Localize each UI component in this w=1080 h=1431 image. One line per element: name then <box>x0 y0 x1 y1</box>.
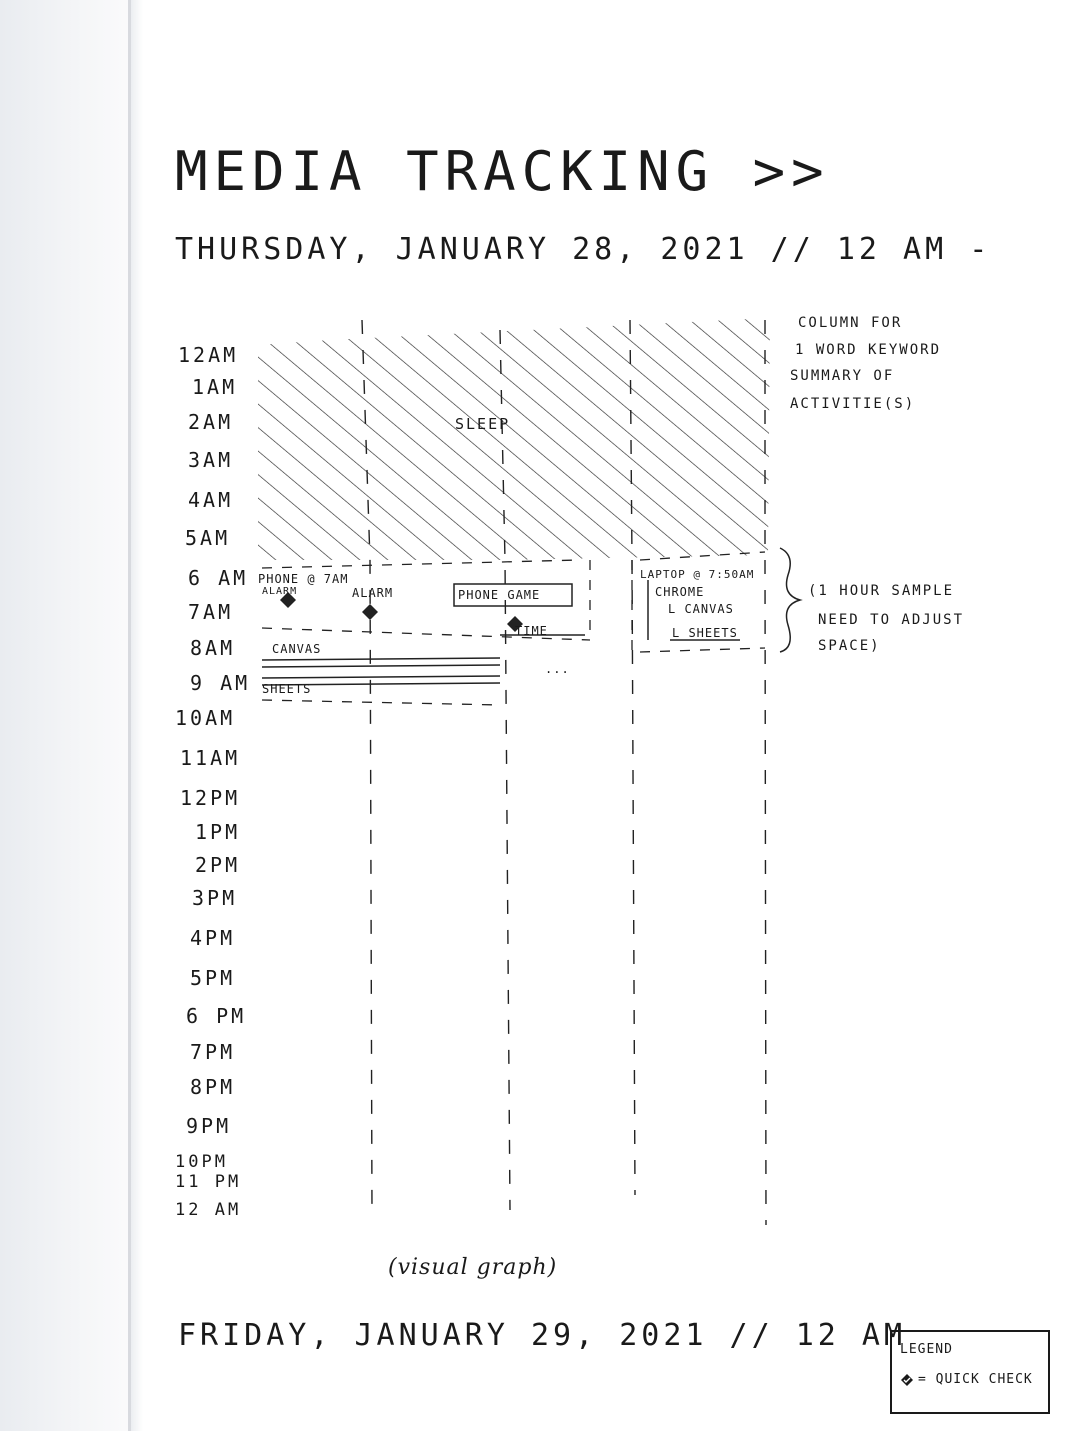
sample-note-line: (1 HOUR SAMPLE <box>808 583 955 599</box>
phone-entry: PHONE @ 7AM <box>258 572 349 586</box>
start-date: THURSDAY, JANUARY 28, 2021 // 12 AM - <box>175 232 992 267</box>
hour-label: 4AM <box>188 488 234 512</box>
alarm-label: ALARM <box>352 586 394 600</box>
hour-label: 3PM <box>192 886 238 910</box>
diamond-check-icon <box>362 604 378 620</box>
hour-label: 9 AM <box>190 671 251 695</box>
column-note-line: COLUMN FOR <box>798 315 903 331</box>
hour-label: 3AM <box>188 448 234 472</box>
time-label: TIME <box>515 624 548 638</box>
hour-label: 10PM <box>175 1152 228 1172</box>
column-note-line: SUMMARY OF <box>790 368 895 384</box>
legend-item <box>900 1372 1048 1387</box>
sleep-label: SLEEP <box>455 415 511 433</box>
phone-game-entry: PHONE GAME <box>458 588 541 602</box>
end-date: FRIDAY, JANUARY 29, 2021 // 12 AM <box>178 1318 907 1353</box>
hour-label: 1PM <box>195 820 241 844</box>
legend-title: LEGEND <box>900 1342 953 1357</box>
sample-note-line: SPACE) <box>818 638 881 654</box>
hour-label: 7AM <box>188 600 234 624</box>
laptop-entry: LAPTOP @ 7:50AM <box>640 568 755 581</box>
hour-label: 6 AM <box>188 566 249 590</box>
hour-label: 5AM <box>185 526 231 550</box>
canvas-entry: CANVAS <box>272 642 322 656</box>
column-note-line: ACTIVITIE(S) <box>790 396 916 412</box>
page-title: MEDIA TRACKING >> <box>175 140 830 203</box>
sample-brace <box>780 548 800 652</box>
hour-label: 12 AM <box>175 1200 242 1220</box>
column-note-line: 1 WORD KEYWORD <box>795 342 942 358</box>
hour-label: 8AM <box>190 636 236 660</box>
legend-box <box>890 1330 1050 1414</box>
laptop-sheets-entry: L SHEETS <box>672 626 738 640</box>
hour-label: 8PM <box>190 1075 236 1099</box>
hour-label: 10AM <box>175 706 236 730</box>
hour-label: 12PM <box>180 786 241 810</box>
sheets-entry: SHEETS <box>262 682 312 696</box>
hour-label: 11AM <box>180 746 241 770</box>
hour-label: 7PM <box>190 1040 236 1064</box>
chrome-entry: CHROME <box>655 585 705 599</box>
sample-note-line: NEED TO ADJUST <box>818 612 965 628</box>
alarm-label: ALARM <box>262 586 298 597</box>
hour-label: 11 PM <box>175 1172 242 1192</box>
hour-label: 5PM <box>190 966 236 990</box>
hour-label: 1AM <box>192 375 238 399</box>
hour-label: 9PM <box>186 1114 232 1138</box>
legend-item-label: = QUICK CHECK <box>918 1372 1033 1387</box>
hour-label: 6 PM <box>186 1004 247 1028</box>
hour-label: 4PM <box>190 926 236 950</box>
hour-label: 12AM <box>178 343 239 367</box>
hour-label: 2AM <box>188 410 234 434</box>
sleep-hatching <box>255 315 775 565</box>
diamond-check-icon <box>900 1373 914 1387</box>
ellipsis: ... <box>545 662 570 676</box>
visual-graph-note: (visual graph) <box>388 1255 558 1280</box>
laptop-canvas-entry: L CANVAS <box>668 602 734 616</box>
hour-label: 2PM <box>195 853 241 877</box>
